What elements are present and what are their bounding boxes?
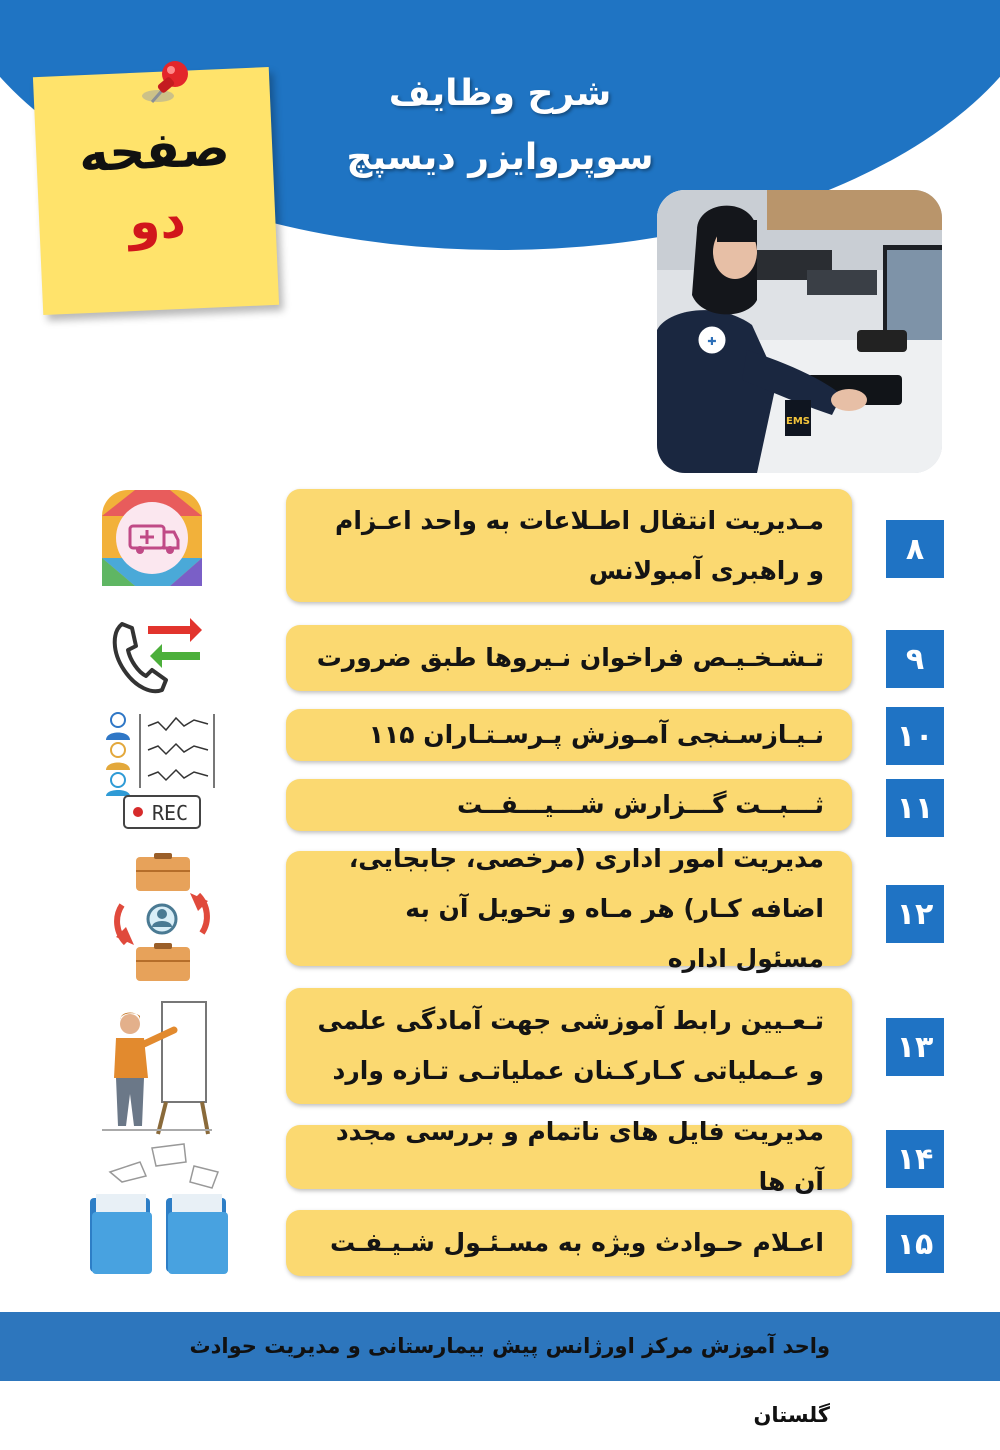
emblem-text: EMS [786, 416, 810, 427]
page-title [300, 62, 700, 190]
task-item [286, 988, 852, 1104]
task-text: مدیریت فایل های ناتمام و بررسی مجدد آن ها [335, 1117, 824, 1196]
phone-transfer-icon [108, 612, 204, 696]
task-number: ۱۴ [886, 1130, 944, 1188]
task-text: نـیـازسـنجی آمـوزش پـرسـتـاران ۱۱۵ [368, 720, 824, 749]
push-pin-icon [130, 58, 200, 118]
task-text: اعـلام حـوادث ویژه به مسـئـول شـیـفـت [329, 1228, 824, 1257]
task-text: مـدیریت انتقال اطـلاعات به واحد اعـزام و راهبری آمبولانس [335, 505, 824, 585]
trainer-icon [102, 998, 214, 1136]
task-number: ۱۰ [886, 707, 944, 765]
task-item [286, 1117, 852, 1196]
task-item [286, 843, 852, 973]
task-text: مدیریت امور اداری (مرخصی، جابجایی، اضافه کـار) هر مـاه و تحویل آن به مسئول اداره [348, 843, 824, 973]
task-item [286, 625, 852, 691]
staff-cycle-icon [104, 853, 218, 985]
task-number: ۹ [886, 630, 944, 688]
title-line-2: سوپروایزر دیسپچ [346, 137, 654, 178]
task-number: ۱۱ [886, 779, 944, 837]
title-line-1: شرح وظایف [388, 73, 612, 114]
footer-text: واحد آموزش مرکز اورژانس پیش بیمارستانی و مدیریت حوادث گلستان [189, 1334, 830, 1427]
task-number: ۱۳ [886, 1018, 944, 1076]
svg-text:✚: ✚ [707, 335, 717, 348]
dispatcher-photo [657, 190, 942, 473]
task-item [286, 709, 852, 761]
task-text: تـعـیین رابط آموزشی جهت آمادگی علمی و عـملیاتی کـارکـنان عملیاتـی تـازه وارد [317, 1006, 824, 1085]
task-item [286, 779, 852, 831]
ambulance-app-icon [100, 488, 204, 588]
folders-icon [86, 1142, 236, 1276]
rec-label: REC [151, 801, 189, 825]
task-item [286, 1210, 852, 1276]
note-word-page: صفحه [77, 118, 231, 184]
task-number: ۱۵ [886, 1215, 944, 1273]
note-word-two: دو [127, 190, 187, 252]
task-item [286, 489, 852, 602]
task-text: تـشـخـیـص فراخوان نـیروها طبق ضرورت [316, 643, 824, 672]
record-people-icon [100, 708, 220, 832]
task-text: ثـــبــت گـــزارش شـــیـــفــت [457, 790, 824, 819]
task-number: ۸ [886, 520, 944, 578]
task-number: ۱۲ [886, 885, 944, 943]
